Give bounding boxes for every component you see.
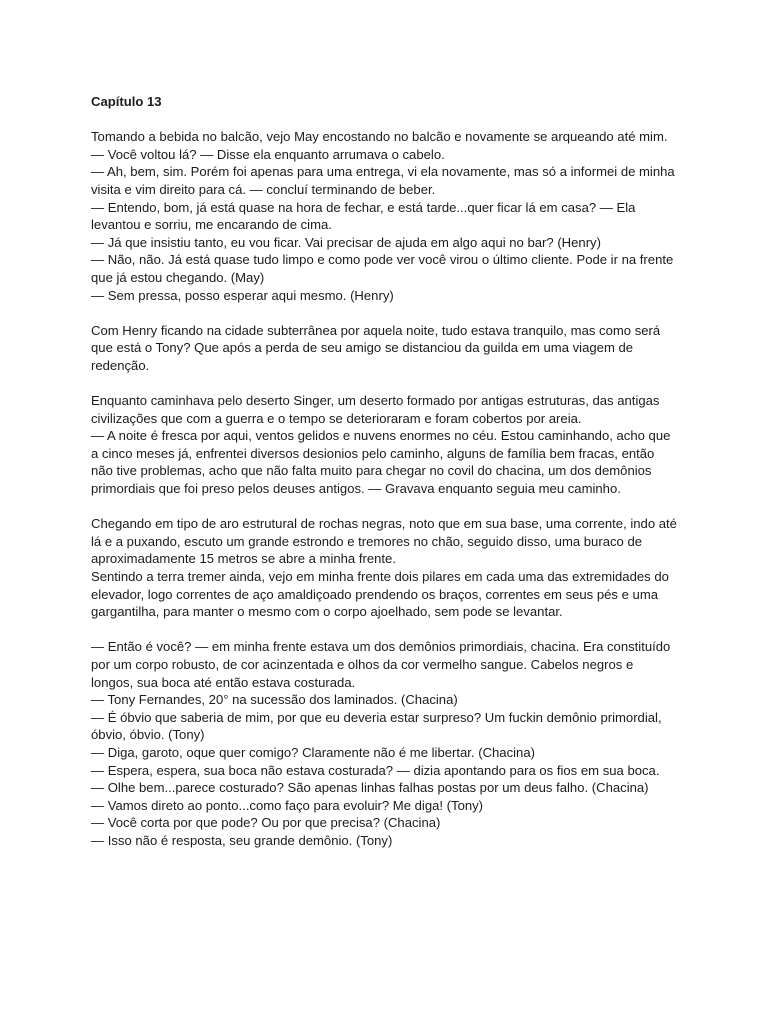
dialogue-line: — Diga, garoto, oque quer comigo? Claramente não é me libertar. (Chacina)	[91, 744, 535, 760]
dialogue-line: — Olhe bem...parece costurado? São apenas linhas falhas postas por um deus falho. (Chacina)	[91, 780, 649, 796]
chapter-title: Capítulo 13	[91, 94, 162, 109]
document-body	[91, 93, 679, 867]
dialogue-line: — Espera, espera, sua boca não estava costurada? — dizia apontando para os fios em sua boca.	[91, 762, 660, 778]
dialogue-line: — A noite é fresca por aqui, ventos gelidos e nuvens enormes no céu. Estou caminhando, acho que a cinco meses já, enfrentei diversos desionios pelo caminho, alguns de família bem fracas, então não tive problemas, acho que não falta muito para chegar no covil do chacina, um dos demônios primordiais que foi preso pelos deuses antigos. — Gravava enquanto seguia meu caminho.	[91, 428, 671, 497]
dialogue-line: — Entendo, bom, já está quase na hora de fechar, e está tarde...quer ficar lá em casa? — Ela levantou e sorriu, me encarando de cima.	[91, 199, 636, 233]
text-line: Enquanto caminhava pelo deserto Singer, um deserto formado por antigas estruturas, das antigas civilizações que com a guerra e o tempo se deterioraram e foram cobertos por areia.	[91, 393, 660, 426]
dialogue-line: — Já que insistiu tanto, eu vou ficar. Vai precisar de ajuda em algo aqui no bar? (Henry)	[91, 234, 601, 250]
dialogue-line: — É óbvio que saberia de mim, por que eu deveria estar surpreso? Um fuckin demônio primordial, óbvio, óbvio. (Tony)	[91, 709, 662, 743]
dialogue-line: — Sem pressa, posso esperar aqui mesmo. (Henry)	[91, 287, 394, 303]
paragraph-2	[91, 322, 679, 375]
dialogue-line: — Você corta por que pode? Ou por que precisa? (Chacina)	[91, 815, 441, 831]
dialogue-line: — Não, não. Já está quase tudo limpo e como pode ver você virou o último cliente. Pode ir na frente que já estou chegando. (May)	[91, 252, 674, 285]
dialogue-line: — Então é você? — em minha frente estava um dos demônios primordiais, chacina. Era constituído por um corpo robusto, de cor acinzentada e olhos da cor vermelho sangue. Cabelos negros e longos, sua boca até então estava costurada.	[91, 639, 671, 690]
text-line: Tomando a bebida no balcão, vejo May encostando no balcão e novamente se arqueando até mim.	[91, 129, 668, 145]
dialogue-line: — Vamos direto ao ponto...como faço para evoluir? Me diga! (Tony)	[91, 797, 484, 813]
paragraph-1	[91, 128, 679, 304]
text-line: Sentindo a terra tremer ainda, vejo em minha frente dois pilares em cada uma das extremidades do elevador, logo correntes de aço amaldiçoado prendendo os braços, correntes em seus pés e uma gargantilha, para manter o mesmo com o corpo ajoelhado, sem pode se levantar.	[91, 569, 669, 620]
dialogue-line: — Você voltou lá? — Disse ela enquanto arrumava o cabelo.	[91, 146, 445, 162]
dialogue-line: — Tony Fernandes, 20° na sucessão dos laminados. (Chacina)	[91, 692, 458, 708]
text-line: Com Henry ficando na cidade subterrânea por aquela noite, tudo estava tranquilo, mas como será que está o Tony? Que após a perda de seu amigo se distanciou da guilda em uma viagem de redenção.	[91, 322, 661, 373]
text-line: Chegando em tipo de aro estrutural de rochas negras, noto que em sua base, uma corrente, indo até lá e a puxando, escuto um grande estrondo e tremores no chão, seguido disso, uma buraco de aproximadamente 15 metros se abre a minha frente.	[91, 516, 677, 567]
paragraph-4	[91, 515, 679, 621]
paragraph-5	[91, 638, 679, 849]
dialogue-line: — Isso não é resposta, seu grande demônio. (Tony)	[91, 832, 393, 848]
paragraph-3	[91, 392, 679, 498]
dialogue-line: — Ah, bem, sim. Porém foi apenas para uma entrega, vi ela novamente, mas só a informei de minha visita e vim direito para cá. — concluí terminando de beber.	[91, 164, 675, 197]
